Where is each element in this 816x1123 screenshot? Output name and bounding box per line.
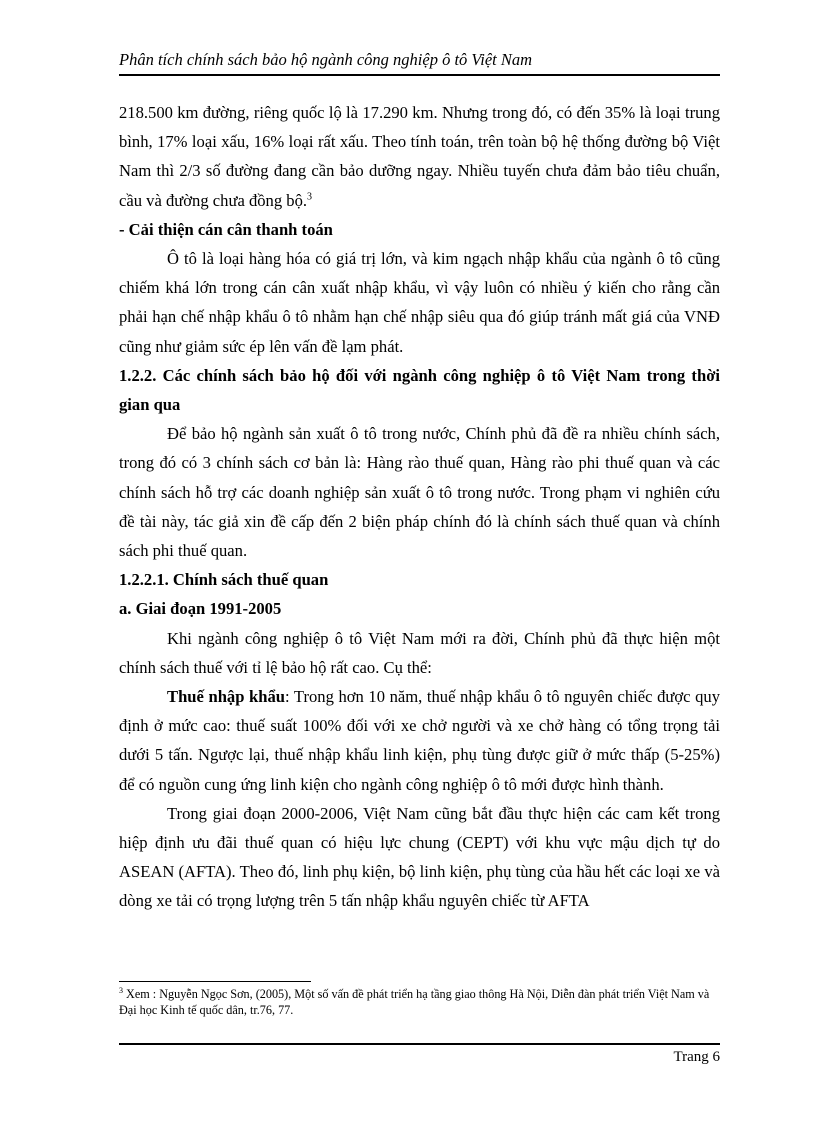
paragraph-protection-policies: Để bảo hộ ngành sản xuất ô tô trong nước, Chính phủ đã đề ra nhiều chính sách, trong đó có 3 chính sách cơ bản là: Hàng rào thuế quan, Hàng rào phi thuế quan và các chính sách hỗ trợ các doanh nghiệp sản xuất ô tô trong nước. Trong phạm vi nghiên cứu đề tài này, tác giả xin đề cấp đến 2 biện pháp chính đó là chính sách thuế quan và chính sách phi thuế quan. bbox=[119, 424, 720, 561]
heading-balance-of-payments: - Cải thiện cán cân thanh toán bbox=[119, 219, 333, 239]
heading-section-1-2-2: 1.2.2. Các chính sách bảo hộ đối với ngành công nghiệp ô tô Việt Nam trong thời gian qua bbox=[119, 365, 720, 415]
paragraph-balance-of-payments: Ô tô là loại hàng hóa có giá trị lớn, và kim ngạch nhập khẩu của ngành ô tô cũng chiếm khá lớn trong cán cân xuất nhập khẩu, vì vậy luôn có nhiều ý kiến cho rằng cần phải hạn chế nhập khẩu ô tô nhằm hạn chế nhập siêu qua đó giúp tránh mất giá của VNĐ cũng như giảm sức ép lên vấn đề lạm phát. bbox=[119, 249, 720, 356]
footnote-text: Xem : Nguyễn Ngọc Sơn, (2005), Một số vấn đề phát triển hạ tầng giao thông Hà Nội, Diễn đàn phát triển Việt Nam và Đại học Kinh tế quốc dân, tr.76, 77. bbox=[119, 987, 710, 1017]
heading-period-1991-2005: a. Giai đoạn 1991-2005 bbox=[119, 599, 282, 619]
paragraph-early-tax-policy: Khi ngành công nghiệp ô tô Việt Nam mới ra đời, Chính phủ đã thực hiện một chính sách thuế với tỉ lệ bảo hộ rất cao. Cụ thể: bbox=[119, 628, 720, 677]
footer-rule bbox=[119, 1043, 720, 1045]
footnote-number: 3 bbox=[119, 985, 123, 995]
paragraph-road-stats-text: 218.500 km đường, riêng quốc lộ là 17.290 km. Nhưng trong đó, có đến 35% là loại trung bình, 17% loại xấu, 16% loại rất xấu. Theo tính toán, trên toàn bộ hệ thống đường bộ Việt Nam thì 2/3 số đường đang cần bảo dưỡng ngay. Nhiều tuyến chưa đảm bảo tiêu chuẩn, cầu và đường chưa đồng bộ. bbox=[119, 103, 720, 210]
footnote-rule bbox=[119, 981, 311, 982]
page-number: Trang 6 bbox=[673, 1049, 720, 1065]
paragraph-road-stats bbox=[119, 98, 720, 215]
header-rule bbox=[119, 74, 720, 76]
paragraph-import-tax bbox=[119, 682, 720, 799]
import-tax-text: : Trong hơn 10 năm, thuế nhập khẩu ô tô nguyên chiếc được quy định ở mức cao: thuế suất 100% đối với xe chở người và xe chở hàng có tổng trọng tải dưới 5 tấn. Ngược lại, thuế nhập khẩu linh kiện, phụ tùng được giữ ở mức thấp (5-25%) để có nguồn cung ứng linh kiện cho ngành công nghiệp ô tô mới được hình thành. bbox=[119, 687, 720, 794]
footnote-reference: 3 bbox=[307, 191, 313, 203]
footnote bbox=[119, 986, 720, 1018]
import-tax-lead: Thuế nhập khẩu bbox=[167, 687, 286, 707]
body-text bbox=[119, 98, 720, 916]
paragraph-cept-afta: Trong giai đoạn 2000-2006, Việt Nam cũng bắt đầu thực hiện các cam kết trong hiệp định ưu đãi thuế quan có hiệu lực chung (CEPT) với khu vực mậu dịch tự do ASEAN (AFTA). Theo đó, linh phụ kiện, bộ linh kiện, phụ tùng của hầu hết các loại xe và dòng xe tải có trọng lượng trên 5 tấn nhập khẩu nguyên chiếc từ AFTA bbox=[119, 803, 720, 911]
running-header-title: Phân tích chính sách bảo hộ ngành công nghiệp ô tô Việt Nam bbox=[119, 50, 533, 69]
heading-section-1-2-2-1: 1.2.2.1. Chính sách thuế quan bbox=[119, 570, 329, 590]
